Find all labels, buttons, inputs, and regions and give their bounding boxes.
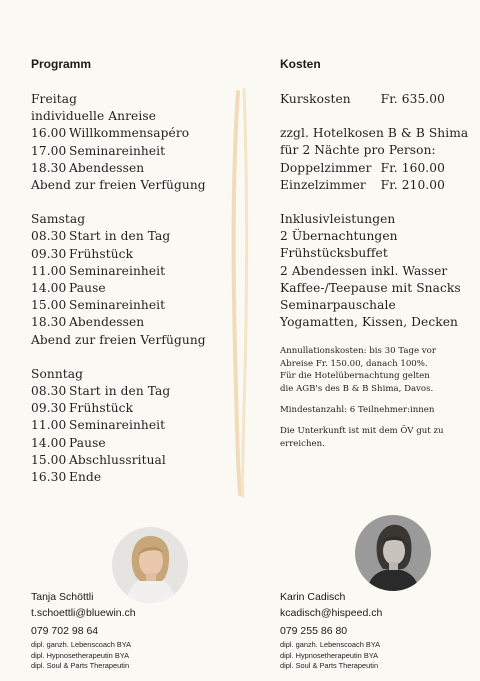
entry-time: 15.00	[31, 298, 67, 313]
program-entry	[31, 417, 231, 434]
hotel-intro: für 2 Nächte pro Person:	[280, 143, 436, 158]
minimum-note: Mindestanzahl: 6 Teilnehmer:innen	[280, 405, 435, 416]
program-entry	[31, 383, 231, 400]
price-value: Fr. 210.00	[380, 177, 445, 192]
program-note: Abend zur freien Verfügung	[31, 332, 206, 347]
entry-time: 08.30	[31, 384, 67, 399]
entry-label: Frühstück	[69, 401, 134, 416]
kosten-column	[280, 91, 469, 459]
price-row-einzel	[280, 177, 445, 194]
day-title: Samstag	[31, 212, 86, 227]
transport-note: Die Unterkunft ist mit dem ÖV gut zu erreichen.	[280, 426, 444, 449]
program-entry	[31, 469, 231, 486]
inklusiv-item: Yogamatten, Kissen, Decken	[280, 315, 458, 330]
program-note: Abend zur freien Verfügung	[31, 178, 206, 193]
entry-time: 16.30	[31, 470, 67, 485]
qualification: dipl. Hypnosetherapeutin BYA	[31, 650, 130, 660]
inklusiv-item: 2 Übernachtungen	[280, 229, 398, 244]
price-row-doppel	[280, 160, 445, 177]
entry-label: Ende	[69, 470, 102, 485]
program-entry	[31, 160, 231, 177]
price-row-kurs	[280, 91, 445, 108]
program-entry	[31, 125, 231, 142]
qualification: dipl. Soul & Parts Therapeutin	[31, 661, 130, 671]
program-entry	[31, 228, 231, 245]
inklusiv-item: Kaffee-/Teepause mit Snacks	[280, 280, 461, 295]
qualification: dipl. Soul & Parts Therapeutin	[280, 661, 379, 671]
inklusiv-item: 2 Abendessen inkl. Wasser	[280, 263, 448, 278]
entry-label: Seminareinheit	[69, 263, 166, 278]
contact-card	[280, 590, 382, 672]
entry-time: 18.30	[31, 160, 67, 175]
portrait-image	[355, 515, 431, 591]
entry-time: 16.00	[31, 126, 67, 141]
entry-time: 14.00	[31, 281, 67, 296]
entry-label: Frühstück	[69, 246, 134, 261]
qualification: dipl. Hypnosetherapeutin BYA	[280, 650, 379, 660]
entry-label: Pause	[69, 281, 106, 296]
programm-heading: Programm	[31, 57, 92, 71]
program-entry	[31, 263, 231, 280]
entry-label: Pause	[69, 435, 106, 450]
entry-label: Seminareinheit	[69, 143, 166, 158]
person-name: Tanja Schöttli	[31, 591, 94, 603]
entry-time: 18.30	[31, 315, 67, 330]
entry-time: 09.30	[31, 401, 67, 416]
programm-column	[31, 91, 231, 486]
program-entry	[31, 452, 231, 469]
email-link[interactable]: t.schoettli@bluewin.ch	[31, 607, 136, 619]
entry-label: Willkommensapéro	[69, 126, 190, 141]
phone-number[interactable]: 079 702 98 64	[31, 625, 99, 637]
entry-time: 15.00	[31, 452, 67, 467]
price-label: Kurskosten	[280, 92, 351, 106]
entry-label: Start in den Tag	[69, 384, 171, 399]
price-value: Fr. 635.00	[380, 92, 445, 106]
entry-label: Abendessen	[69, 160, 145, 175]
entry-label: Abschlussritual	[69, 452, 166, 467]
entry-time: 11.00	[31, 263, 67, 278]
inklusiv-heading: Inklusivleistungen	[280, 212, 396, 227]
program-entry	[31, 280, 231, 297]
entry-time: 09.30	[31, 246, 67, 261]
qualification: dipl. ganzh. Lebenscoach BYA	[280, 640, 381, 649]
entry-time: 08.30	[31, 229, 67, 244]
program-entry	[31, 297, 231, 314]
program-note: individuelle Anreise	[31, 109, 157, 124]
entry-label: Seminareinheit	[69, 298, 166, 313]
program-entry	[31, 314, 231, 331]
day-title: Freitag	[31, 92, 78, 106]
day-title: Sonntag	[31, 366, 84, 381]
hotel-intro: zzgl. Hotelkosen B & B Shima	[280, 126, 469, 141]
avatar	[355, 515, 431, 591]
price-label: Doppelzimmer	[280, 160, 372, 175]
inklusiv-item: Frühstücksbuffet	[280, 246, 388, 261]
kosten-heading: Kosten	[280, 57, 321, 71]
contact-card	[31, 590, 136, 672]
email-link[interactable]: kcadisch@hispeed.ch	[280, 607, 383, 619]
person-name: Karin Cadisch	[280, 591, 346, 603]
program-entry	[31, 435, 231, 452]
entry-time: 17.00	[31, 143, 67, 158]
program-entry	[31, 143, 231, 160]
phone-number[interactable]: 079 255 86 80	[280, 625, 348, 637]
program-entry	[31, 246, 231, 263]
price-label: Einzelzimmer	[280, 177, 366, 192]
entry-time: 14.00	[31, 435, 67, 450]
inklusiv-item: Seminarpauschale	[280, 298, 396, 313]
entry-label: Abendessen	[69, 315, 145, 330]
annulation-note: Annullationskosten: bis 30 Tage vor Abreise Fr. 150.00, danach 100%. Für die Hotelübernachtung gelten die AGB's des B & B Shima, Davos.	[280, 346, 436, 394]
qualification: dipl. ganzh. Lebenscoach BYA	[31, 640, 132, 649]
program-entry	[31, 400, 231, 417]
entry-label: Start in den Tag	[69, 229, 171, 244]
price-value: Fr. 160.00	[380, 160, 445, 175]
entry-label: Seminareinheit	[69, 418, 166, 433]
entry-time: 11.00	[31, 418, 67, 433]
